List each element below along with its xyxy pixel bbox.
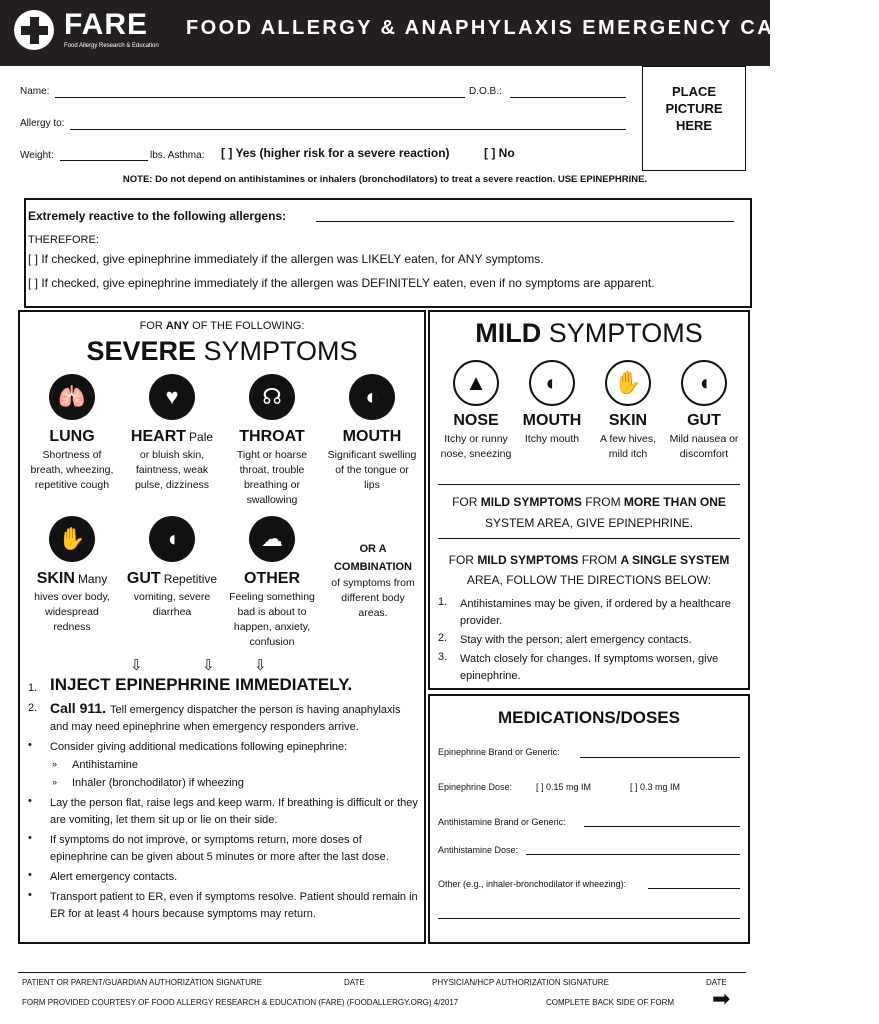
asthma-no-checkbox[interactable]: [ ] No [484, 146, 515, 160]
symptom-desc: or bluish skin, faintness, weak pulse, dizziness [134, 449, 210, 491]
mild-symptom-desc: Mild nausea or discomfort [669, 433, 739, 460]
bullet-item [28, 739, 420, 756]
bullet-dot: • [28, 832, 32, 844]
direction-item [438, 596, 740, 630]
symptom-other [222, 516, 322, 650]
severe-row-1 [20, 374, 424, 514]
symptom-name-bold: THROAT [239, 428, 305, 445]
mild-symptoms-box [428, 310, 750, 690]
brain-icon: ☁ [249, 516, 295, 562]
mild-directions [438, 594, 740, 685]
mouth-icon: ◐ [349, 374, 395, 420]
mild-multi-system [438, 492, 740, 534]
symptom-name-extra: Many [77, 572, 108, 586]
logo-subtitle: Food Allergy Research & Education [64, 43, 159, 49]
symptom-desc: Feeling something bad is about to happen, anxiety, confusion [229, 591, 315, 648]
mild-heading [430, 318, 748, 349]
mild-row [438, 360, 742, 486]
mild-single-mid: FROM [581, 553, 618, 567]
epi-dose-label: Epinephrine Dose: [438, 782, 513, 792]
antihistamine-dose-field[interactable] [526, 854, 740, 855]
mild-symptom-name: MOUTH [522, 412, 582, 429]
bullet-dot: • [28, 795, 32, 807]
mild-symptom-desc: Itchy mouth [524, 433, 580, 445]
sub-bullet-item [28, 757, 420, 774]
for-any-label [20, 320, 424, 332]
other-label: Other (e.g., inhaler-bronchodilator if wheezing): [438, 879, 627, 889]
direction-number: 2. [438, 632, 448, 644]
photo-text-2: PICTURE [665, 101, 723, 116]
step-bold: INJECT EPINEPHRINE IMMEDIATELY. [50, 675, 353, 694]
mild-symptom-name: GUT [687, 412, 721, 429]
mild-single-b2: A SINGLE SYSTEM [620, 553, 730, 567]
symptom-name [22, 570, 122, 588]
symptom-name-bold: HEART [130, 428, 187, 445]
mouth-icon: ◐ [529, 360, 575, 406]
dose-03-checkbox[interactable]: [ ] 0.3 mg IM [630, 782, 681, 792]
severe-symptoms-box [18, 310, 426, 944]
nose-icon: ▲ [453, 360, 499, 406]
mild-multi-b2: MORE THAN ONE [623, 495, 726, 509]
back-side-text: COMPLETE BACK SIDE OF FORM [546, 998, 675, 1007]
mild-single-system [438, 550, 740, 590]
throat-icon: ☊ [249, 374, 295, 420]
symptom-name [222, 428, 322, 446]
mild-symptom-nose [438, 360, 514, 462]
lungs-icon: 🫁 [49, 374, 95, 420]
symptom-name [322, 428, 422, 446]
divider [438, 484, 740, 485]
arrow-down-icon: ⇩ [254, 657, 267, 674]
severe-heading-bold: SEVERE [86, 336, 196, 366]
signature-line[interactable] [18, 972, 746, 973]
name-field[interactable] [55, 97, 465, 98]
bullet-item [28, 869, 420, 886]
direction-text: Watch closely for changes. If symptoms worsen, give epinephrine. [460, 653, 719, 682]
symptom-desc: hives over body, widespread redness [34, 591, 110, 633]
bullet-dot: • [28, 889, 32, 901]
mild-symptom-name: NOSE [453, 412, 499, 429]
sub-bullet-item [28, 775, 420, 792]
symptom-throat [222, 374, 322, 508]
hand-icon: ✋ [49, 516, 95, 562]
mild-heading-rest: SYMPTOMS [548, 318, 703, 348]
symptom-name-bold: LUNG [49, 428, 95, 445]
bullet-item [28, 832, 420, 866]
lbs-asthma-label: lbs. Asthma: [150, 150, 205, 161]
symptom-name [22, 428, 122, 446]
direction-item [438, 651, 740, 685]
symptom-mouth [322, 374, 422, 493]
arrow-down-icon: ⇩ [130, 657, 143, 674]
other-field-2[interactable] [438, 918, 740, 919]
divider [438, 538, 740, 539]
epi-brand-label: Epinephrine Brand or Generic: [438, 747, 560, 757]
combination-desc: of symptoms from different body areas. [331, 577, 415, 619]
mild-symptom-desc: Itchy or runny nose, sneezing [440, 433, 512, 460]
photo-box [642, 66, 746, 171]
symptom-name [122, 570, 222, 588]
mild-multi-mid: FROM [585, 495, 621, 509]
dob-field[interactable] [510, 97, 626, 98]
bullet-text: Lay the person flat, raise legs and keep warm. If breathing is difficult or they are vomiting, let them sit up or lie on their side. [50, 797, 418, 826]
bullet-text: Alert emergency contacts. [50, 871, 178, 883]
symptom-skin [22, 516, 122, 635]
stomach-icon: ◖ [681, 360, 727, 406]
page-title: FOOD ALLERGY & ANAPHYLAXIS EMERGENCY CARE PLAN [186, 17, 879, 39]
likely-eaten-checkbox[interactable]: [ ] If checked, give epinephrine immediately if the allergen was LIKELY eaten, for ANY symptoms. [28, 252, 544, 266]
bullet-item [28, 795, 420, 829]
bullet-text: Transport patient to ER, even if symptoms resolve. Patient should remain in ER for at least 4 hours because symptoms may return. [50, 891, 418, 920]
antihistamine-brand-field[interactable] [584, 826, 740, 827]
direction-number: 3. [438, 651, 448, 663]
definitely-eaten-checkbox[interactable]: [ ] If checked, give epinephrine immediately if the allergen was DEFINITELY eaten, even if no symptoms are apparent. [28, 276, 655, 290]
bullet-dot: • [28, 739, 32, 751]
step-item [28, 700, 420, 736]
sub-bullet-text: Inhaler (bronchodilator) if wheezing [72, 777, 244, 789]
arrow-right-icon: ➡ [712, 986, 731, 1011]
direction-text: Antihistamines may be given, if ordered by a healthcare provider. [460, 598, 731, 627]
allergen-box [24, 198, 752, 308]
bullet-text: Consider giving additional medications following epinephrine: [50, 741, 348, 753]
symptom-name-bold: GUT [126, 570, 161, 587]
step-number: 1. [28, 682, 38, 694]
antihistamine-brand-label: Antihistamine Brand or Generic: [438, 817, 566, 827]
symptom-name [122, 428, 222, 446]
symptom-desc: Significant swelling of the tongue or lips [327, 449, 417, 491]
therefore-label: THEREFORE: [28, 234, 99, 246]
symptom-name-bold: OTHER [244, 570, 300, 587]
heart-icon: ♥ [149, 374, 195, 420]
mild-symptom-desc: A few hives, mild itch [599, 433, 657, 460]
courtesy-text: FORM PROVIDED COURTESY OF FOOD ALLERGY RESEARCH & EDUCATION (FARE) (FOODALLERGY.ORG) 4/2017 [22, 998, 459, 1007]
direction-text: Stay with the person; alert emergency contacts. [460, 634, 692, 646]
mild-multi-b1: MILD SYMPTOMS [480, 495, 582, 509]
antihistamine-dose-label: Antihistamine Dose: [438, 845, 519, 855]
allergy-label: Allergy to: [20, 118, 65, 129]
symptom-desc: Tight or hoarse throat, trouble breathing or swallowing [236, 449, 308, 506]
allergens-label: Extremely reactive to the following allergens: [28, 209, 287, 223]
severe-row-2 [20, 516, 326, 656]
sub-bullet-dot: » [52, 777, 58, 787]
severe-heading-rest: SYMPTOMS [203, 336, 358, 366]
dose-015-checkbox[interactable]: [ ] 0.15 mg IM [536, 782, 592, 792]
physician-signature-label: PHYSICIAN/HCP AUTHORIZATION SIGNATURE [432, 978, 609, 987]
mild-single-b1: MILD SYMPTOMS [477, 553, 579, 567]
direction-number: 1. [438, 596, 448, 608]
logo-cross-horizontal [21, 26, 48, 35]
epinephrine-note: NOTE: Do not depend on antihistamines or inhalers (bronchodilators) to treat a severe reaction. USE EPINEPHRINE. [122, 174, 648, 185]
mild-multi-post: SYSTEM AREA, GIVE EPINEPHRINE. [484, 516, 694, 530]
symptom-desc: vomiting, severe diarrhea [133, 591, 211, 618]
allergy-field[interactable] [70, 129, 626, 130]
date-label-1: DATE [344, 978, 365, 987]
bullet-item [28, 889, 420, 923]
mild-symptom-name: SKIN [608, 412, 648, 429]
mild-symptom-skin [590, 360, 666, 462]
step-text [50, 700, 420, 736]
sub-bullet-dot: » [52, 759, 58, 769]
step-item [28, 676, 420, 696]
symptom-name-bold: MOUTH [342, 428, 402, 445]
symptom-name-extra: Pale [189, 430, 214, 444]
mild-single-post: AREA, FOLLOW THE DIRECTIONS BELOW: [466, 573, 712, 587]
asthma-yes-checkbox[interactable]: [ ] Yes (higher risk for a severe reaction) [221, 146, 450, 160]
medications-title: MEDICATIONS/DOSES [498, 708, 680, 727]
weight-label: Weight: [20, 150, 54, 161]
medications-box [428, 694, 750, 944]
other-field[interactable] [648, 888, 740, 889]
bullet-dot: • [28, 869, 32, 881]
symptom-heart [122, 374, 222, 493]
mild-symptom-mouth [514, 360, 590, 447]
patient-signature-label: PATIENT OR PARENT/GUARDIAN AUTHORIZATION SIGNATURE [22, 978, 263, 987]
weight-field[interactable] [60, 160, 148, 161]
symptom-desc: Shortness of breath, wheezing, repetitive cough [30, 449, 114, 491]
allergens-field[interactable] [316, 221, 734, 222]
mild-symptom-gut [666, 360, 742, 462]
date-label-2: DATE [706, 978, 727, 987]
mild-heading-bold: MILD [475, 318, 542, 348]
mild-single-pre: FOR [448, 553, 474, 567]
photo-text-3: HERE [675, 118, 713, 133]
symptom-lung [22, 374, 122, 493]
step-text [50, 676, 420, 696]
stomach-icon: ◖ [149, 516, 195, 562]
step-body: Tell emergency dispatcher the person is having anaphylaxis and may need epinephrine when emergency responders arrive. [50, 704, 401, 733]
direction-item [438, 632, 740, 649]
step-bold: Call 911. [50, 700, 107, 716]
symptom-gut [122, 516, 222, 620]
epi-brand-field[interactable] [580, 757, 740, 758]
symptom-name-bold: SKIN [36, 570, 75, 587]
name-label: Name: [20, 86, 50, 97]
symptom-name-extra: Repetitive [163, 572, 218, 586]
severe-steps [28, 676, 420, 923]
for-any-pre: FOR [139, 320, 163, 332]
logo-name: FARE [64, 8, 149, 41]
photo-text-1: PLACE [671, 84, 717, 99]
mild-multi-pre: FOR [452, 495, 478, 509]
step-number: 2. [28, 702, 38, 714]
for-any-bold: ANY [165, 320, 190, 332]
hand-icon: ✋ [605, 360, 651, 406]
sub-bullet-text: Antihistamine [72, 759, 139, 771]
symptom-name [222, 570, 322, 588]
arrow-down-icon: ⇩ [202, 657, 215, 674]
severe-heading [20, 336, 424, 367]
for-any-post: OF THE FOLLOWING: [192, 320, 305, 332]
combination-title: OR A COMBINATION [333, 543, 412, 573]
dob-label: D.O.B.: [469, 86, 502, 97]
bullet-text: If symptoms do not improve, or symptoms return, more doses of epinephrine can be given about 5 minutes or more after the last dose. [50, 834, 389, 863]
